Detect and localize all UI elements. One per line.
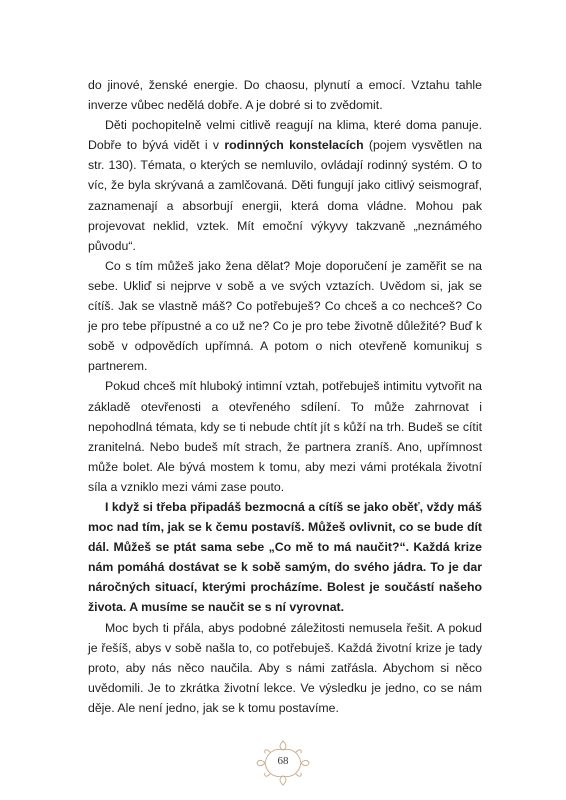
page-body <box>88 75 482 718</box>
paragraph-2-text-start: Děti pochopitelně velmi citlivě reagují na klima, které doma panuje. Dobře to bývá vidět i v <box>88 118 482 153</box>
paragraph-1: do jinové, ženské energie. Do chaosu, plynutí a emocí. Vztahu tahle inverze vůbec nedělá dobře. A je dobré si to zvědomit. <box>88 78 482 113</box>
paragraph-2-text-end: (pojem vysvětlen na str. 130). Témata, o kterých se nemluvilo, ovládají rodinný systém. O to víc, že byla skrývaná a zamlčovaná. Děti fungují jako citlivý seismograf, zaznamenají a absorbují energii, která doma vládne. Mohou pak projevovat neklid, vztek. Mít emoční výkyvy takzvaně „neznámého původu“. <box>88 138 483 253</box>
paragraph-4: Pokud chceš mít hluboký intimní vztah, potřebuješ intimitu vytvořit na základě otevřenosti a otevřeného sdílení. To může zahrnovat i nepohodlná témata, kdy se ti nebude chtít jít s kůží na trh. Budeš se cítit zranitelná. Nebo budeš mít strach, že partnera zraníš. Ano, upřímnost může bolet. Ale bývá mostem k tomu, aby mezi vámi protékala životní síla a vzniklo mezi vámi zase pouto. <box>88 379 482 494</box>
paragraph-2 <box>88 115 482 256</box>
paragraph-5-emphasis: I když si třeba připadáš bezmocná a cítíš se jako oběť, vždy máš moc nad tím, jak se k čemu postavíš. Můžeš ovlivnit, co se bude dít dál. Můžeš se ptát sama sebe „Co mě to má naučit?“. Každá krize nám pomáhá dostávat se k sobě samým, do svého jádra. To je dar náročných situací, kterými procházíme. Bolest je součástí našeho života. A musíme se naučit se s ní vyrovnat. <box>88 499 482 615</box>
paragraph-6: Moc bych ti přála, abys podobné záležitosti nemusela řešit. A pokud je řešíš, abys v sobě našla to, co potřebuješ. Každá životní krize je tady proto, aby nás něco naučila. Aby s námi zatřásla. Abychom si něco uvědomili. Je to zkrátka životní lekce. Ve výsledku je jedno, co se nám děje. Ale není jedno, jak se k tomu postavíme. <box>88 620 482 715</box>
page-footer <box>0 738 566 788</box>
page-number: 68 <box>277 755 289 767</box>
paragraph-3: Co s tím můžeš jako žena dělat? Moje doporučení je zaměřit se na sebe. Ukliď si nejprve v sobě a ve svých vztazích. Uvědom si, jak se cítíš. Jak se vlastně máš? Co potřebuješ? Co chceš a co nechceš? Co je pro tebe přípustné a co už ne? Co je pro tebe životně důležité? Buď k sobě v odpovědích upřímná. A potom o nich otevřeně komunikuj s partnerem. <box>88 258 482 374</box>
term-family-constellations: rodinných konstelacích <box>224 138 364 153</box>
